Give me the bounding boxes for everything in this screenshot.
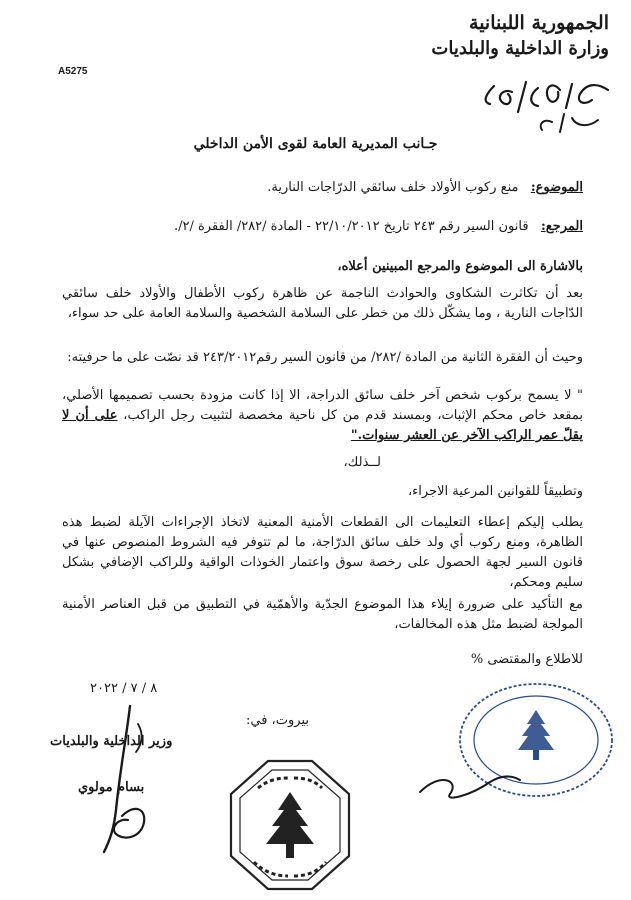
subject-label: الموضوع: <box>530 180 583 195</box>
quote-part2: على أن لا يقلّ عمر الراكب الآخر عن العشر سنوات." <box>62 408 583 443</box>
place-date-label: بيروت، في: <box>246 713 309 728</box>
header-country: الجمهورية اللبنانية <box>469 12 609 34</box>
minister-title: وزير الداخلية والبلديات <box>50 734 173 749</box>
addressee: جـانب المديرية العامة لقوى الأمن الداخلي <box>193 136 438 152</box>
minister-name: بسام مولوي <box>78 780 145 795</box>
handwritten-number-mark <box>468 72 618 142</box>
therefore-line: لــذلك، <box>343 455 381 470</box>
reference-row <box>70 219 583 234</box>
paragraph-article: وحيث أن الفقرة الثانية من المادة /٢٨٢/ من قانون السير رقم٢٤٣/٢٠١٢ قد نصّت على ما حرفيته: <box>67 350 583 365</box>
stamp-signature <box>410 752 530 812</box>
minister-signature <box>60 700 180 860</box>
reference-text: قانون السير رقم ٢٤٣ تاريخ ٢٢/١٠/٢٠١٢ - المادة /٢٨٢/ الفقرة /٢/. <box>173 219 529 234</box>
reference-label: المرجع: <box>540 219 583 234</box>
paragraph-complaints: بعد أن تكاثرت الشكاوى والحوادث الناجمة عن ظاهرة ركوب الأطفال والأولاد خلف سائقي الدّاجات النارية ، وما يشكّل ذلك من خطر على السلامة الشخصية والسلامة العامة على حد سواء، <box>62 286 583 321</box>
ministry-seal <box>228 758 352 892</box>
subject-row <box>70 180 583 195</box>
quoted-article <box>62 386 583 446</box>
handwritten-date: ٨ / ٧ / ٢٠٢٢ <box>90 681 158 696</box>
applying-line: وتطبيقاً للقوانين المرعية الاجراء، <box>407 484 583 499</box>
closing-line: للاطلاع والمقتضى % <box>470 652 583 667</box>
reference-code: A5275 <box>58 66 88 77</box>
quote-part1: " لا يسمح بركوب شخص آخر خلف سائق الدراجة، الا إذا كانت مزودة بحسب تصميمها الأصلي، بمقعد خاص محكم الإثبات، وبمسند قدم من كل ناحية مخصصة لتثبيت رجل الراكب، <box>62 388 583 423</box>
intro-line: بالاشارة الى الموضوع والمرجع المبينين أعلاه، <box>337 259 583 274</box>
subject-text: منع ركوب الأولاد خلف سائقي الدرّاجات النارية. <box>267 180 519 195</box>
paragraph-emphasis: مع التأكيد على ضرورة إيلاء هذا الموضوع الجدّية والأهمّية في التطبيق من قبل العناصر الأمنية المولجة لضبط مثل هذه المخالفات، <box>62 597 583 632</box>
header-ministry: وزارة الداخلية والبلديات <box>431 38 609 59</box>
paragraph-request: يطلب إليكم إعطاء التعليمات الى القطعات الأمنية المعنية لاتخاذ الإجراءات الآيلة لضبط هذه الظاهرة، ومنع ركوب أي ولد خلف سائق الدرّاجة، ما لم تتوفر فيه الشروط المنصوص عنها في قانون السير لجهة الحصول على رخصة سوق واعتمار الخوذات الواقية وللراكب الإضافي بشكل سليم ومحكم، <box>62 515 583 590</box>
